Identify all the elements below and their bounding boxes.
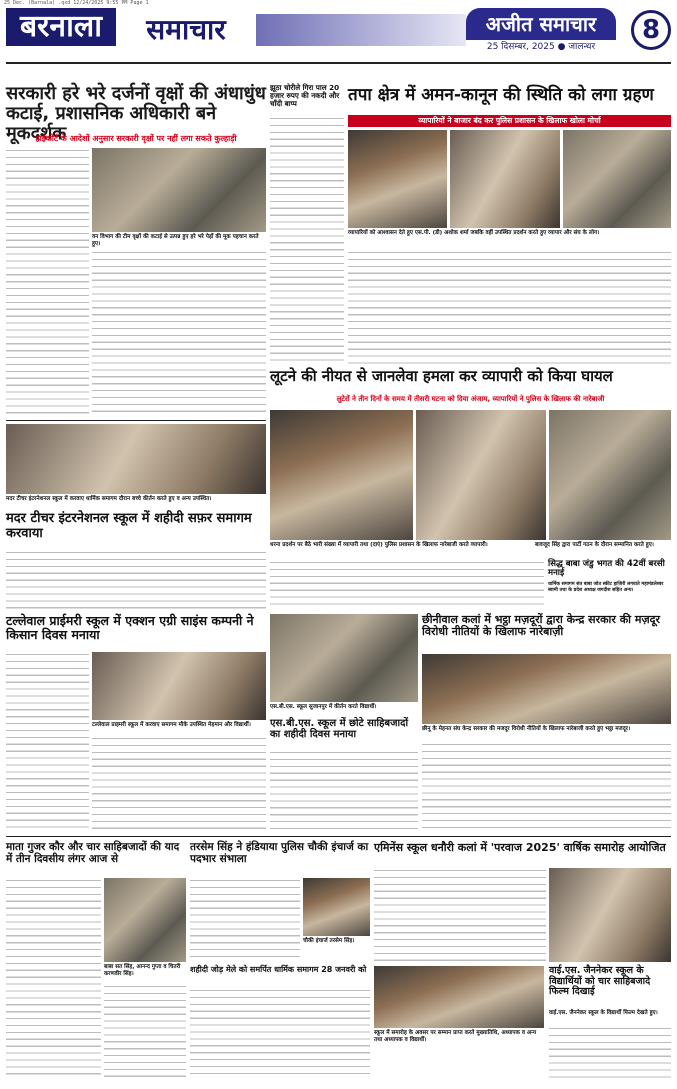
body-tallewal [6, 652, 89, 832]
headline-sahibzade: शहीदी जोड़ मेले को समर्पित धार्मिक समागम 28 जनवरी को [190, 965, 367, 974]
caption-sbs-school: एस.बी.एस. स्कूल सुजानपुर में कीर्तन करते विद्यार्थी। [270, 704, 377, 710]
issue-date-separator: ● [557, 42, 569, 52]
body-mata-gujri [6, 878, 101, 1078]
section-rule-1 [6, 420, 266, 421]
headline-sbs-school: एस.बी.एस. स्कूल में छोटे साहिबजादों का शहीदी दिवस मनाया [270, 718, 409, 741]
headline-chhinewal: छीनीवाल कलां में भट्ठा मज़दूरों द्वारा केन्द्र सरकार की मज़दूर विरोधी नीतियों के खिलाफ नारेबाज़ी [422, 613, 660, 639]
masthead-gradient-band [256, 14, 466, 46]
photo-mata-gujri [104, 878, 186, 962]
caption-loot-attack-left: धरना प्रदर्शन पर बैठे भारी संख्या में व्यापारी तथा (दाएं) पुलिस प्रशासन के खिलाफ नारेबाजी करते व्यापारी। [270, 542, 488, 548]
caption-tallewal: टल्लेवाल प्राइमरी स्कूल में करवाए समागम मौके उपस्थित मेहमान और विद्यार्थी। [92, 722, 251, 728]
photo-tapa-law-2 [450, 130, 560, 228]
headline-tarsem-singh: तरसेम सिंह ने हंडियाया पुलिस चौकी इंचार्ज का पदभार संभाला [190, 841, 369, 865]
issue-date-line [466, 40, 616, 54]
headline-tapa-law: तपा क्षेत्र में अमन-कानून की स्थिति को लगा ग्रहण [348, 85, 654, 105]
headline-mother-teresa: मदर टीचर इंटरनेशनल स्कूल में शहीदी सफ़र समागम करवाया [6, 511, 252, 541]
headline-emmanuel-school: एमिनेंस स्कूल धनौरी कलां में 'परवाज 2025' वार्षिक समारोह आयोजित [374, 841, 666, 854]
photo-emmanuel-school-1 [549, 868, 671, 962]
caption-tarsem-singh: चौकी इंचार्ज तरसेम सिंह। [303, 938, 355, 944]
photo-tapa-law-1 [348, 130, 447, 228]
caption-emmanuel-school: स्कूल में समारोह के अवसर पर सम्मान प्राप्त करते मुख्यातिथि, अध्यापक व अन्य तथा अध्यापक व विद्यार्थी। [374, 1030, 537, 1043]
paper-name: अजीत समाचार [466, 8, 616, 40]
page-number: 8 [631, 10, 671, 50]
masthead [6, 8, 671, 60]
photo-tallewal [92, 652, 266, 720]
photo-loot-attack-3 [549, 410, 671, 540]
caption-chhinewal: छीनू के मेहनत संघ केन्द्र सरकार की मजदूर विरोधी नीतियों के खिलाफ नारेबाजी करते हुए भट्ठा मजदूर। [422, 726, 631, 732]
headline-mata-gujri: माता गुजर कौर और चार साहिबजादों की याद में तीन दिवसीय लंगर आज से [6, 841, 180, 865]
caption-loot-attack-right: बावजूद सिंह द्वारा पार्टी गठन के दौरान सम्मानित करते हुए। [535, 542, 654, 548]
subhead-loot-attack: लुटेरों ने तीन दिनों के समय में तीसरी घटना को दिया अंजाम, व्यापारियों ने पुलिस के खिलाफ की नारेबाजी [336, 395, 605, 403]
caption-siddh-baba: धार्मिक समागम संत बाबा जोत स्कीट हाजिरी लगवाते महामंडलेश्वर स्वामी तथा के प्रदेश अध्यक्ष जगदीश सहित अन्य। [548, 581, 664, 593]
photo-emmanuel-school-2 [374, 966, 544, 1028]
caption-wise-engineer: वाई.एस. जैननेकर स्कूल के विद्यार्थी फिल्म देखते हुए। [549, 1010, 658, 1016]
caption-mother-teresa: मदर टीचर इंटरनेशनल स्कूल में करवाए धार्मिक समागम दौरान बच्चे कीर्तन करते हुए व अन्य उपस्थित। [6, 496, 212, 502]
masthead-left-word: बरनाला [6, 8, 116, 46]
body-tapa-law [348, 250, 671, 366]
photo-loot-attack-2 [416, 410, 546, 540]
body-tree-felling [6, 148, 89, 416]
body-mata-gujri-2 [104, 984, 186, 1078]
photo-tarsem-singh [303, 878, 370, 936]
photo-tapa-law-3 [563, 130, 671, 228]
photo-sbs-school-1 [270, 614, 418, 702]
subhead-tapa-law: व्यापारियों ने बाजार बंद कर पुलिस प्रशासन के खिलाफ खोला मोर्चा [348, 115, 671, 127]
photo-mother-teresa [6, 424, 266, 494]
photo-chhinewal [422, 654, 671, 724]
issue-city: जालन्धर [568, 42, 596, 52]
body-jhotte-le [270, 116, 344, 366]
body-wise-engineer [549, 1026, 671, 1078]
caption-tapa-law: व्यापारियों को आश्वासन देते हुए एस.पी. (डी) अशोक शर्मा जबकि वहीं उपस्थित प्रदर्शन करते हुए व्यापार और संघ के लोग। [348, 230, 600, 236]
body-sahibzade [190, 988, 370, 1078]
body-sbs-school [270, 750, 418, 832]
headline-tallewal: टल्लेवाल प्राईमरी स्कूल में एक्शन एग्री साइंस कम्पनी ने किसान दिवस मनाया [6, 613, 254, 642]
headline-loot-attack: लूटने की नीयत से जानलेवा हमला कर व्यापारी को किया घायल [270, 367, 613, 385]
headline-siddh-baba: सिद्ध बाबा जंडु भगत की 42वीं बरसी मनाई [548, 559, 665, 579]
body-tree-felling-2 [92, 250, 266, 416]
file-info-line: 25 Dec. (Barnala) .qxd 12/24/2025 9:55 PM Page 1 [4, 0, 149, 6]
body-loot-attack [270, 560, 544, 608]
caption-tree-felling: वन विभाग की टीम वृक्षों की कटाई से उत्पन्न हुए हरे भरे पेड़ों की मूक पहचान करते हुए। [92, 234, 259, 247]
section-rule-2 [6, 836, 671, 837]
issue-date: 25 दिसम्बर, 2025 [486, 42, 555, 52]
headline-tree-felling: सरकारी हरे भरे दर्जनों वृक्षों की अंधाधुंध कटाई, प्रशासनिक अधिकारी बने मूकदर्शक [6, 83, 266, 145]
body-tallewal-2 [92, 736, 266, 832]
body-mother-teresa [6, 550, 266, 610]
siddh-baba-block [548, 560, 671, 612]
masthead-right-word: समाचार [146, 13, 226, 46]
headline-wise-engineer: वाई.एस. जैननेकर स्कूल के विद्यार्थियों को चार साहिबजादे फिल्म दिखाई [549, 965, 651, 998]
photo-loot-attack-1 [270, 410, 413, 540]
masthead-rule [6, 62, 671, 64]
body-tarsem-singh [190, 878, 300, 962]
subhead-tree-felling: हाईकोर्ट के आदेशों अनुसार सरकारी वृक्षों पर नहीं लगा सकते कुल्हाड़ी [35, 134, 237, 143]
photo-tree-felling [92, 148, 266, 232]
body-chhinewal [422, 742, 671, 832]
caption-mata-gujri: बाबा सत सिंह, आनन्द गुप्ता व चितरी करणवीर सिंह। [104, 964, 181, 977]
headline-jhotte-le: झूठा चोरीले गिरा पाल 20 हजार रुपए की नकदी और चाँदी बाप्प [270, 83, 340, 109]
body-emmanuel-school [374, 868, 546, 962]
